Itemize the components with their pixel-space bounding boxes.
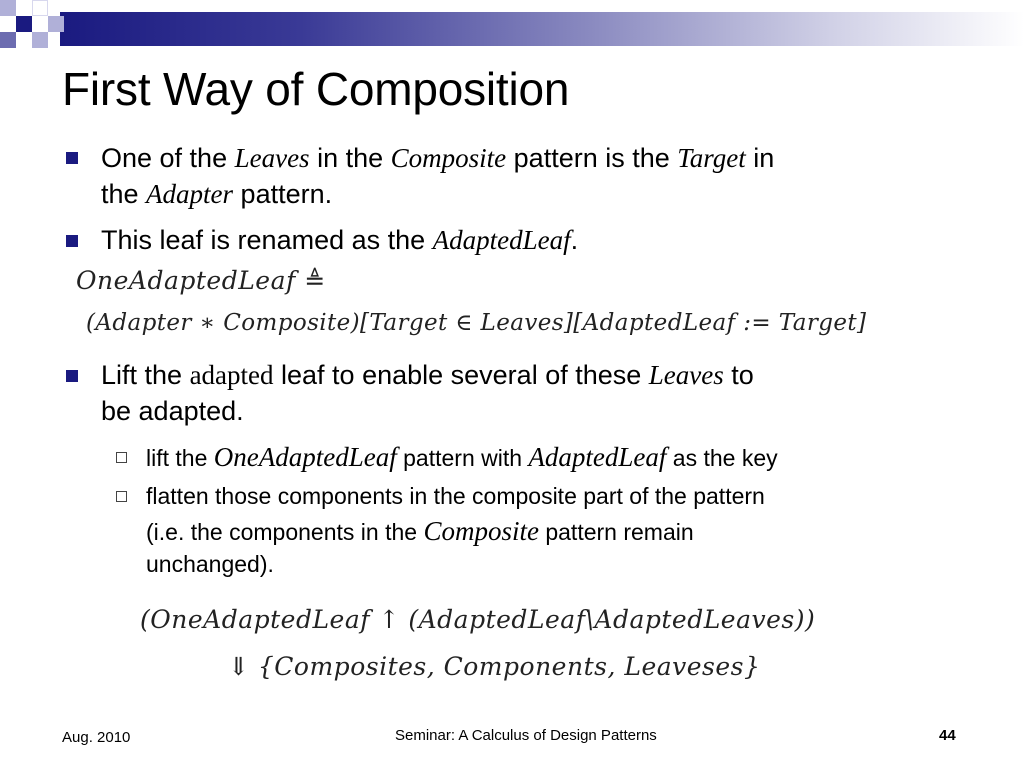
bullet-1-line-2: the Adapter pattern. <box>101 179 333 209</box>
decor-square <box>32 0 48 16</box>
footer-title: Seminar: A Calculus of Design Patterns <box>395 727 657 744</box>
header-gradient-bar <box>60 12 1024 46</box>
sub-bullet-marker <box>116 452 127 463</box>
bullet-marker <box>66 152 78 164</box>
decor-square <box>48 16 64 32</box>
sub-bullet-2-line-1: flatten those components in the composite part of the pattern <box>146 483 765 509</box>
footer-date: Aug. 2010 <box>62 729 131 746</box>
decor-square <box>0 32 16 48</box>
bullet-3-line-1: Lift the adapted leaf to enable several of these Leaves to <box>101 360 754 390</box>
formula-2-line-2: ⇓ {Composites, Components, Leaveses} <box>228 652 761 681</box>
decor-square <box>32 32 48 48</box>
slide-title: First Way of Composition <box>62 63 570 115</box>
bullet-1-line-1: One of the Leaves in the Composite pattern is the Target in <box>101 143 775 173</box>
formula-2-line-1: (OneAdaptedLeaf ↑ (AdaptedLeaf\AdaptedLeaves)) <box>140 605 816 634</box>
bullet-2-line: This leaf is renamed as the AdaptedLeaf. <box>101 225 579 255</box>
sub-bullet-1-line: lift the OneAdaptedLeaf pattern with AdaptedLeaf as the key <box>146 442 778 472</box>
bullet-marker <box>66 235 78 247</box>
decor-square <box>0 0 16 16</box>
bullet-marker <box>66 370 78 382</box>
formula-1-line-2: (Adapter ∗ Composite)[Target ∈ Leaves][AdaptedLeaf := Target] <box>86 310 867 336</box>
page-number: 44 <box>939 727 956 744</box>
sub-bullet-marker <box>116 491 127 502</box>
sub-bullet-2-line-3: unchanged). <box>146 551 274 577</box>
decor-square <box>16 16 32 32</box>
formula-1-line-1: OneAdaptedLeaf ≜ <box>76 266 326 295</box>
bullet-3-line-2: be adapted. <box>101 396 244 426</box>
sub-bullet-2-line-2: (i.e. the components in the Composite pattern remain <box>146 516 694 546</box>
